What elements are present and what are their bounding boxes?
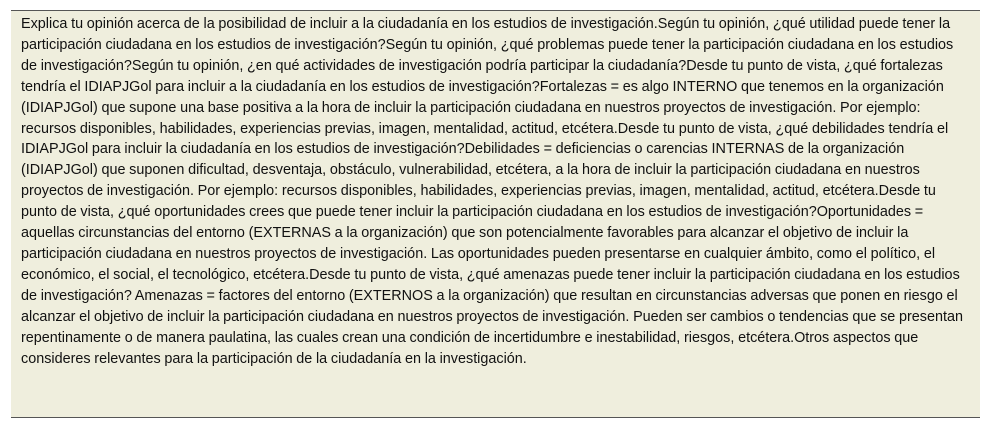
question-table-cell [11,10,980,418]
question-text: Explica tu opinión acerca de la posibilidad de incluir a la ciudadanía en los estudios de investigación.Según tu opinión, ¿qué utilidad puede tener la participación ciudadana en los estudios de investigación?Según tu opinión, ¿qué problemas puede tener la participación ciudadana en los estudios de investigación?Según tu opinión, ¿en qué actividades de investigación podría participar la ciudadanía?Desde tu punto de vista, ¿qué fortalezas tendría el IDIAPJGol para incluir a la ciudadanía en los estudios de investigación?Fortalezas = es algo INTERNO que tenemos en la organización (IDIAPJGol) que supone una base positiva a la hora de incluir la participación ciudadana en nuestros proyectos de investigación. Por ejemplo: recursos disponibles, habilidades, experiencias previas, imagen, mentalidad, actitud, etcétera.Desde tu punto de vista, ¿qué debilidades tendría el IDIAPJGol para incluir la ciudadanía en los estudios de investigación?Debilidades = deficiencias o carencias INTERNAS de la organización (IDIAPJGol) que suponen dificultad, desventaja, obstáculo, vulnerabilidad, etcétera, a la hora de incluir la participación ciudadana en nuestros proyectos de investigación. Por ejemplo: recursos disponibles, habilidades, experiencias previas, imagen, mentalidad, actitud, etcétera.Desde tu punto de vista, ¿qué oportunidades crees que puede tener incluir la participación ciudadana en los estudios de investigación?Oportunidades = aquellas circunstancias del entorno (EXTERNAS a la organización) que son potencialmente favorables para alcanzar el objetivo de incluir la participación ciudadana en nuestros proyectos de investigación. Las oportunidades pueden presentarse en cualquier ámbito, como el político, el económico, el social, el tecnológico, etcétera.Desde tu punto de vista, ¿qué amenazas puede tener incluir la participación ciudadana en los estudios de investigación? Amenazas = factores del entorno (EXTERNOS a la organización) que resultan en circunstancias adversas que ponen en riesgo el alcanzar el objetivo de incluir la participación ciudadana en nuestros proyectos de investigación. Pueden ser cambios o tendencias que se presentan repentinamente o de manera paulatina, las cuales crean una condición de incertidumbre e inestabilidad, riesgos, etcétera.Otros aspectos que consideres relevantes para la participación de la ciudadanía en la investigación. [21,16,963,367]
